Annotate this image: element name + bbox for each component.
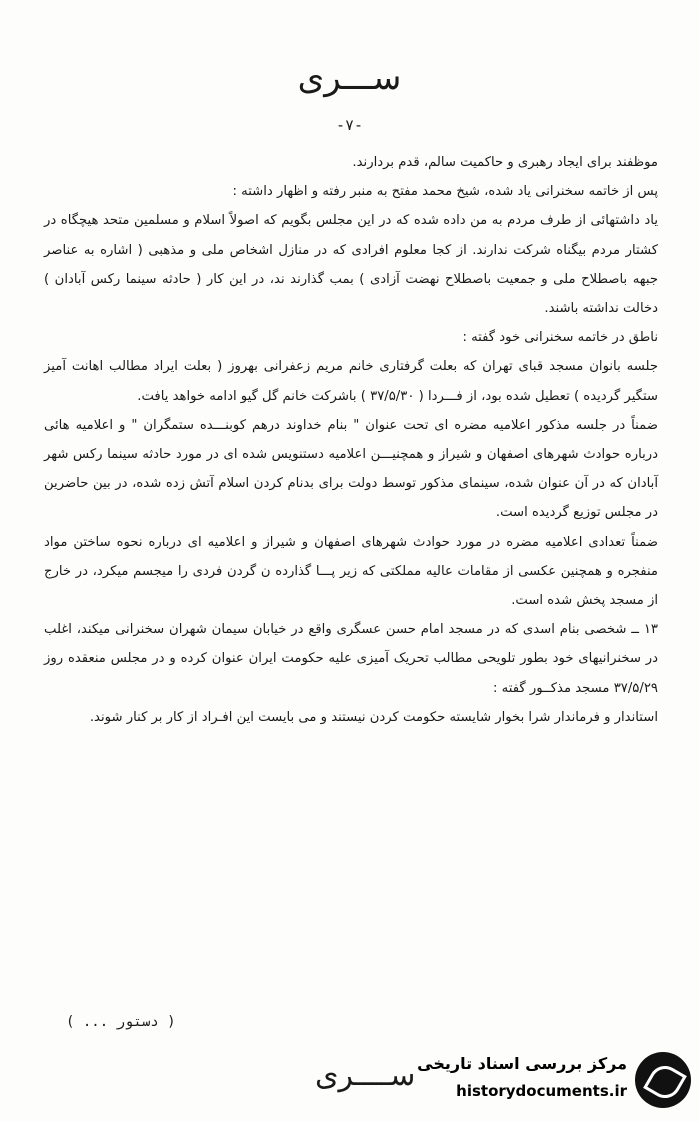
classification-stamp-bottom: ســــری: [315, 1058, 416, 1093]
footer-note: ( دستور ... ): [66, 1014, 176, 1030]
watermark-title: مرکز بررسی اسناد تاریخی: [417, 1054, 627, 1073]
paragraph: ۱۳ ــ شخصی بنام اسدی که در مسجد امام حسن عسگری واقع در خیابان سیمان شهران سخنرانی میکند، اغلب در سخنرانیهای خود بطور تلویحی مطالب تحریک آمیزی علیه حکومت ایران عنوان کرده و در مجلس منعقده روز ۳۷/۵/۲۹ مسجد مذکــور گفته :: [44, 622, 658, 696]
paragraph: پس از خاتمه سخنرانی یاد شده، شیخ محمد مفتح به منبر رفته و اظهار داشته :: [232, 184, 658, 200]
paragraph: استاندار و فرماندار شرا بخوار شایسته حکومت کردن نیستند و می بایست این افـراد از کار بر کنار شوند.: [89, 709, 658, 725]
paragraph: موظفند برای ایجاد رهبری و حاکمیت سالم، قدم بردارند.: [352, 155, 658, 170]
archive-watermark: [417, 1048, 691, 1110]
page-number: -۷-: [335, 116, 364, 134]
paragraph: جلسه بانوان مسجد قبای تهران که بعلت گرفتاری خانم مریم زعفرانی بهروز ( بعلت ایراد مطالب اهانت آمیز ستگیر گردیده ) تعطیل شده بود، از فـــردا ( ۳۷/۵/۳۰ ) باشرکت خانم گل گیو ادامه خواهد یافت.: [44, 359, 658, 404]
paragraph: ناطق در خاتمه سخنرانی خود گفته :: [462, 330, 658, 346]
paragraph: ضمناً تعدادی اعلامیه مضره در مورد حوادث شهرهای اصفهان و شیراز و اعلامیه ای درباره نحوه ساختن مواد منفجره و همچنین عکسی از مقامات عالیه مملکتی که زیر پـــا گذارده ن گردن فردی را میجسم میکرد، در خارج از مسجد پخش شده است.: [44, 534, 658, 609]
paragraph: ضمناً در جلسه مذکور اعلامیه مضره ای تحت عنوان " بنام خداوند درهم کوبنـــده ستمگران " و اعلامیه هائی درباره حوادث شهرهای اصفهان و شیراز و همچنیـــن اعلامیه دستنویس شده ای در مورد حادثه سینما رکس شهر آبادان که در آن عنوان شده، سینمای مذکور توسط دولت برای بدنام کردن اسلام آتش زده شده، در بین حاضرین در مجلس توزیع گردیده است.: [44, 417, 658, 521]
classification-stamp-top: ســـری: [297, 58, 402, 98]
document-body: [44, 148, 658, 732]
paragraph: یاد داشتهائی از طرف مردم به من داده شده که در این مجلس بگویم که اصولاً اسلام و مسلمین متحد هیچگاه در کشتار مردم بیگناه شرکت ندارند. از کجا معلوم افرادی که در منازل اشخاص ملی و مذهبی ( اشاره به عناصر جبهه باصطلاح ملی و جمعیت باصطلاح نهضت آزادی ) بمب گذارند ند، در این کار ( حادثه سینما رکس آبادان ) دخالت نداشته باشند.: [44, 213, 658, 317]
watermark-url: historydocuments.ir: [456, 1082, 627, 1100]
archive-logo-icon: [635, 1052, 691, 1108]
